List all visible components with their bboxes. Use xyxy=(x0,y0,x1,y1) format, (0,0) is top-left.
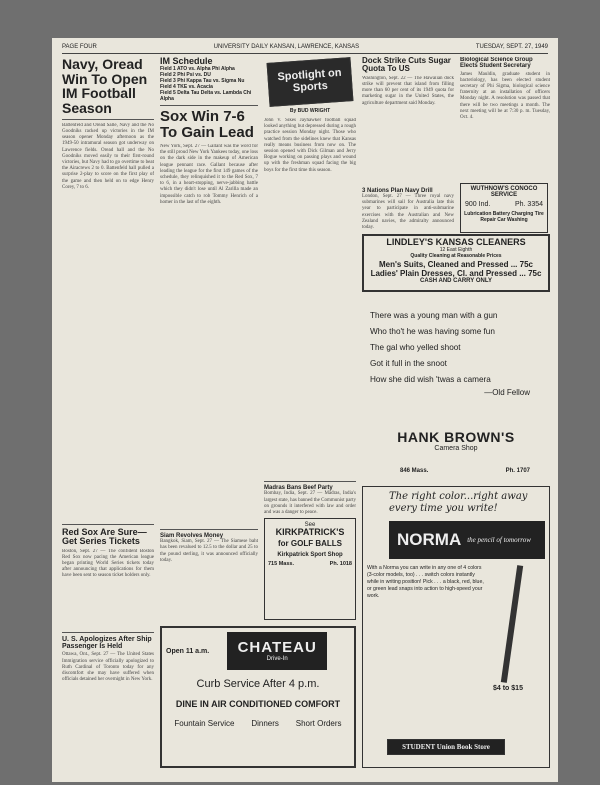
norma-price: $4 to $15 xyxy=(493,685,523,692)
hank-brown-ad xyxy=(362,430,550,480)
schedule-item: Field 2 Phi Psi vs. DU xyxy=(160,72,211,79)
kirkpatrick-name: KIRKPATRICK'S xyxy=(275,527,345,537)
lindley-line-3: CASH AND CARRY ONLY xyxy=(420,278,492,285)
headline-us-apologizes: U. S. Apologizes After Ship Passenger Is Held xyxy=(62,635,152,650)
hank-brown-phone: Ph. 1707 xyxy=(505,467,530,474)
lindley-cleaners-ad xyxy=(362,234,550,292)
norma-tagline: the pencil of tomorrow xyxy=(467,536,531,544)
date-line: TUESDAY, SEPT. 27, 1949 xyxy=(475,44,548,50)
article-biological: James Mauldin, graduate student in bacteriology, has been elected student secretary of Phi Sigma, biological science fraternity at an installation of officers Monday night. A resolution was passed that there will be two meetings a month. The next meeting will be at 7:30 p. m. Tuesday, Oct. 4. xyxy=(460,71,550,121)
lindley-address: 12 East Eighth xyxy=(439,247,473,254)
headline-navy-drill: 3 Nations Plan Navy Drill xyxy=(362,187,433,194)
kirkpatrick-item: for GOLF BALLS xyxy=(278,539,342,549)
student-union-logo: STUDENT Union Book Store xyxy=(387,739,505,755)
column-2 xyxy=(160,57,258,605)
im-schedule-title: IM Schedule xyxy=(160,57,213,66)
page-number: PAGE FOUR xyxy=(62,44,97,50)
lindley-tagline: Quality Cleaning at Reasonable Prices xyxy=(410,253,502,260)
norma-banner xyxy=(389,521,545,559)
poem-line: The gal who yelled shoot xyxy=(370,343,461,352)
pencil-icon xyxy=(501,565,523,683)
headline-navy: Navy, Oread Win To Open IM Football Season xyxy=(62,57,148,117)
headline-madras: Madras Bans Beef Party xyxy=(264,485,333,491)
chateau-dine-in: DINE IN AIR CONDITIONED COMFORT xyxy=(175,699,341,709)
chateau-drive-in-ad xyxy=(160,626,356,768)
hank-brown-sub: Camera Shop xyxy=(434,444,478,452)
headline-biological: Biological Science Group Elects Student Secretary xyxy=(460,57,533,70)
chateau-feature-fountain: Fountain Service xyxy=(174,719,235,729)
poem-line: Got it full in the snoot xyxy=(370,359,447,368)
norma-pencil-ad xyxy=(362,486,550,768)
poem-attribution: —Old Fellow xyxy=(484,388,530,397)
hank-brown-name: HANK BROWN'S xyxy=(397,429,515,445)
kirkpatrick-ad xyxy=(264,518,356,620)
schedule-item: Field 5 Delta Tau Delta vs. Lambda Chi Alpha xyxy=(160,90,252,103)
article-navy: Battenfeld and Oread Salle, Navy and the No Goodniks racked up victories in the IM season opener Monday afternoon as the 1949-50 intramural season got underway on Lawrence fields. Oread hall and the No Goodniks moved easily to their first-round victories, but Navy had to go overtime to beat the Airacrews 2 to 0. Battenfeld hall pulled a surprise 2-play to score on the first play of the game and then held on to edge Henry Corey, 7 to 6. xyxy=(62,122,154,190)
chateau-curb-service: Curb Service After 4 p.m. xyxy=(196,678,320,690)
lindley-line-2: Ladies' Plain Dresses, Cl. and Pressed ... 75c xyxy=(370,268,542,278)
article-red-sox: Boston, Sept. 27 — The confident Boston Red Sox now pacing the American league began printing World Series tickets today after announcing that applications for them have been sent to season ticket holders only. xyxy=(62,548,154,579)
article-navy-drill: London, Sept. 27 — Three royal navy submarines will sail for Australia late this year to participate in anti-submarine exercises with the Australian and New Zealand navies, the admiralty announced today. xyxy=(362,194,454,231)
kirkpatrick-see: See xyxy=(304,522,316,528)
poem-block xyxy=(370,308,550,418)
schedule-item: Field 3 Phi Kappa Tau vs. Sigma Nu xyxy=(160,78,245,85)
kirkpatrick-shop: Kirkpatrick Sport Shop xyxy=(277,551,343,558)
headline-siam: Siam Revolves Money xyxy=(160,532,224,539)
norma-slogan: The right color...right away every time you write! xyxy=(389,491,528,514)
article-madras: Bombay, India, Sept. 27 — Madras, India's largest state, has banned the Communist party on grounds it interfered with law and order and was a danger to peace. xyxy=(264,491,356,515)
article-spotlight: John V. Sikes Jayhawker football squad looked anything but depressed during a rough practice session Monday night. Those who watched from the sidelines knew that Kansas really means business from now on. The session opened with Dick Gilman and Jerry Bogue working on passing plays and wound up with the freshman squad facing the big boys for the first time this season. xyxy=(264,118,356,173)
chateau-feature-short-orders: Short Orders xyxy=(295,719,342,729)
article-sox-win: New York, Sept. 27 — Gallant was the word for the still proud New York Yankees today, one loss on the dark side in the makeup of American league pennant race. Gallant because after leading the league for the first 149 games of the schedule, they relinquished it to the Red Sox, 7 to 6, in a heart-stopping, nerve-jabbing battle which they didn't lose until Al Zarilla made an impossible catch to rob Tommy Henrich of a homer in the last of the eighth. xyxy=(160,143,258,205)
spotlight-logo: Spotlight on Sports xyxy=(267,57,354,107)
newspaper-page xyxy=(52,38,558,782)
poem-line: How she did wish 'twas a camera xyxy=(370,375,491,384)
column-5 xyxy=(460,57,550,177)
column-1 xyxy=(62,57,154,777)
kirkpatrick-phone: Ph. 1018 xyxy=(329,560,352,567)
column-4 xyxy=(362,57,454,257)
wuthnow-name: WUTHNOW'S CONOCO SERVICE xyxy=(470,186,538,198)
page-header xyxy=(62,44,548,54)
norma-brand: NORMA xyxy=(397,530,462,550)
schedule-item: Field 1 ATO vs. Alpha Phi Alpha xyxy=(160,66,235,73)
masthead: UNIVERSITY DAILY KANSAN, LAWRENCE, KANSAS xyxy=(213,44,360,50)
lindley-line-1: Men's Suits, Cleaned and Pressed ... 75c xyxy=(379,260,533,270)
poem-line: There was a young man with a gun xyxy=(370,311,498,320)
wuthnow-address: 900 Ind. xyxy=(465,201,491,208)
wuthnow-ad xyxy=(460,183,548,233)
article-us-apologizes: Ottawa, Ont., Sept. 27 — The United States Immigration service officially apologized to Ruth Cardinal of Toronto today for any discomfort she may have suffered when officials detained her overnight in New York. xyxy=(62,652,154,683)
poem-line: Who tho't he was having some fun xyxy=(370,327,495,336)
schedule-item: Field 4 TKE vs. Acacia xyxy=(160,84,213,91)
headline-dock-strike: Dock Strike Cuts Sugar Quota To US xyxy=(362,57,451,74)
chateau-open-time: Open 11 a.m. xyxy=(166,647,210,655)
headline-sox-win: Sox Win 7-6 To Gain Lead xyxy=(160,108,254,142)
norma-body: With a Norma you can write in any one of 4 colors (3-color models, too) . . . switch colors instantly while in writing position! Pick . . . a black, red, blue, or green lead snaps into action to high-speed your work. xyxy=(367,565,484,599)
chateau-feature-dinners: Dinners xyxy=(251,719,279,729)
article-dock-strike: Washington, Sept. 22 — The Hawaiian dock strike will prevent that island from filling more than 60 per cent of its 1949 quota for marketing sugar in the United States, the agriculture department said Monday. xyxy=(362,75,454,106)
hank-brown-address: 846 Mass. xyxy=(400,467,429,474)
column-3 xyxy=(264,57,356,515)
byline: By BUD WRIGHT xyxy=(289,108,331,114)
article-siam: Bangkok, Siam, Sept. 27 — The Siamese baht has been revalued to 12.5 to the dollar and 25 to the pound sterling, it was announced officially today. xyxy=(160,539,258,563)
wuthnow-phone: Ph. 3354 xyxy=(514,201,543,208)
lindley-name: LINDLEY'S KANSAS CLEANERS xyxy=(386,237,526,247)
kirkpatrick-address: 715 Mass. xyxy=(268,560,294,567)
headline-red-sox: Red Sox Are Sure— Get Series Tickets xyxy=(62,526,147,547)
chateau-logo: CHATEAU Drive-In xyxy=(227,632,327,670)
wuthnow-services: Lubrication Battery Charging Tire Repair Car Washing xyxy=(464,211,544,223)
